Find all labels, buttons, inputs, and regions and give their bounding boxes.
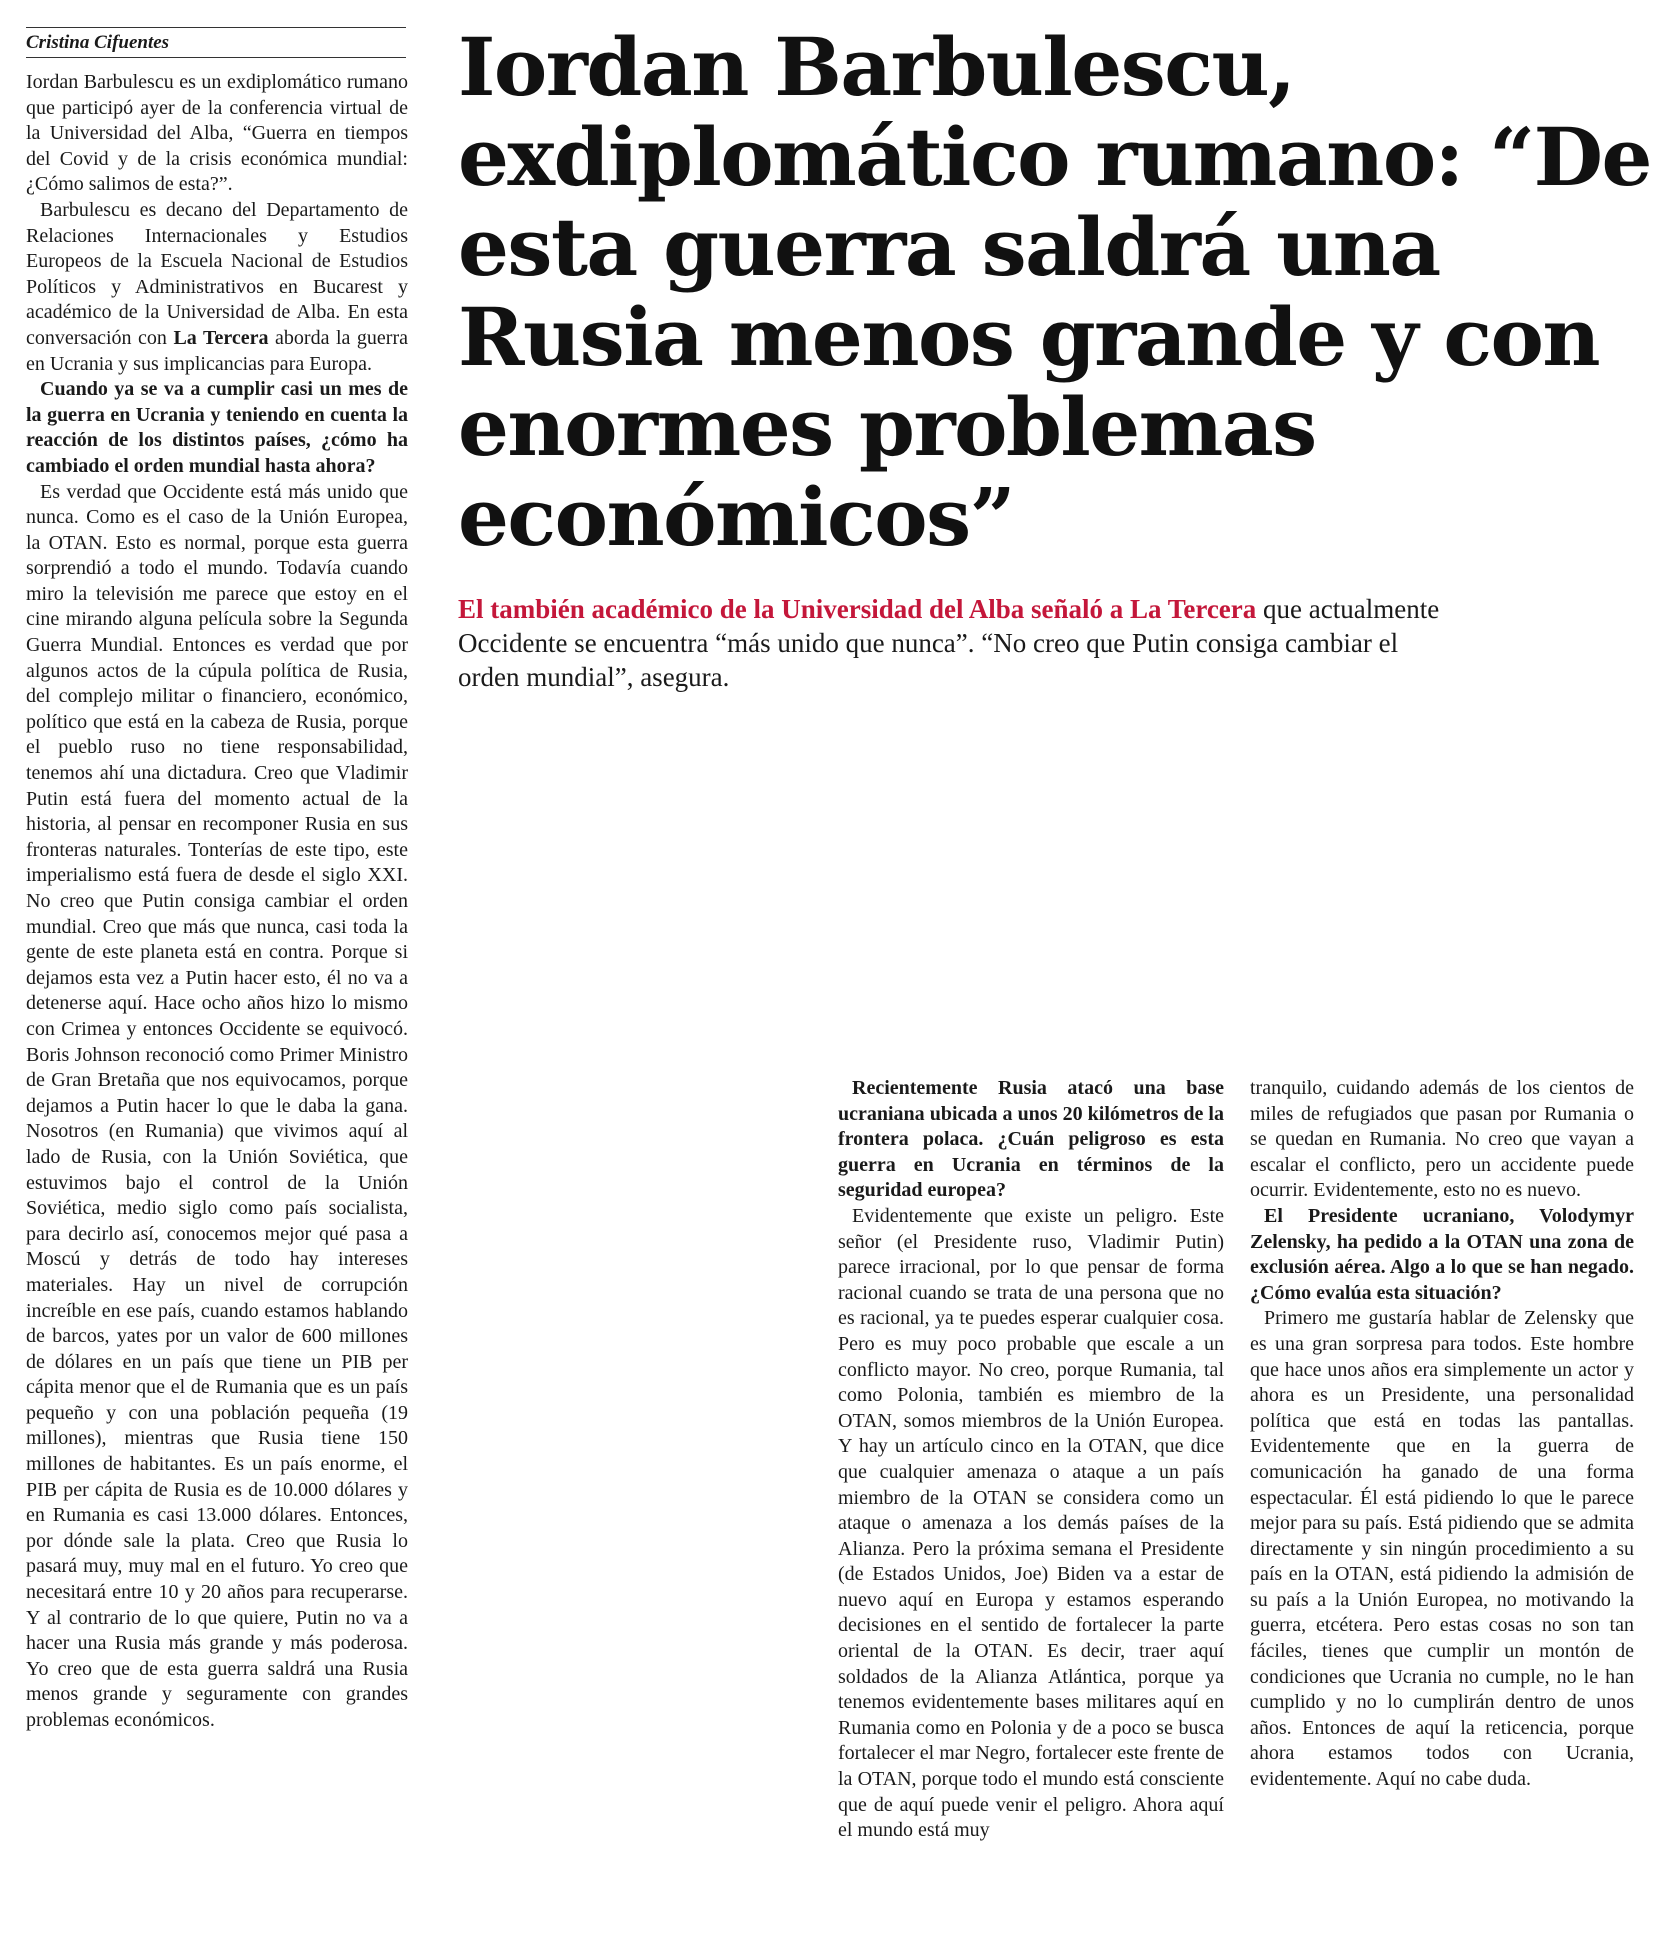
- deck: [458, 592, 1458, 694]
- answer-1: Es verdad que Occidente está más unido que nunca. Como es el caso de la Unión Europea, la OTAN. Esto es normal, porque esta guerra sorprendió a todo el mundo. Todavía cuando miro la televisión me parece que estoy en el cine mirando alguna película sobre la Segunda Guerra Mundial. Entonces es verdad que por algunos actos de la cúpula política de Rusia, del complejo militar o financiero, económico, político que está en la cabeza de Rusia, porque el pueblo ruso no tiene responsabilidad, tenemos ahí una dictadura. Creo que Vladimir Putin está fuera del momento actual de la historia, al pensar en recomponer Rusia en sus fronteras naturales. Tonterías de este tipo, este imperialismo está fuera de desde el siglo XXI. No creo que Putin consiga cambiar el orden mundial. Creo que más que nunca, casi toda la gente de este planeta está en contra. Porque si dejamos esta vez a Putin hacer esto, él no va a detenerse aquí. Hace ocho años hizo lo mismo con Crimea y entonces Occidente se equivocó. Boris Johnson reconoció como Primer Ministro de Gran Bretaña que nos equivocamos, porque dejamos a Putin hacer lo que le daba la gana. Nosotros (en Rumania) que vivimos aquí al lado de Rusia, con la Unión Soviética, que estuvimos bajo el control de la Unión Soviética, medio siglo como país socialista, para decirlo así, conocemos mejor qué pasa a Moscú y detrás de todo hay intereses materiales. Hay un nivel de corrupción increíble en ese país, cuando estamos hablando de barcos, yates por un valor de 600 millones de dólares en un país que tiene un PIB per cápita menor que el de Rumania que es un país pequeño y con una población pequeña (19 millones), mientras que Rusia tiene 150 millones de habitantes. Es un país enorme, el PIB per cápita de Rusia es de 10.000 dólares y en Rumania es casi 13.000 dólares. Entonces, por dónde sale la plata. Creo que Rusia lo pasará muy, muy mal en el futuro. Yo creo que necesitará entre 10 y 20 años para recuperarse. Y al contrario de lo que quiere, Putin no va a hacer una Rusia más grande y más poderosa. Yo creo que de esta guerra saldrá una Rusia menos grande y seguramente con grandes problemas económicos.: [26, 480, 408, 1731]
- bio-text-end: aborda la guerra en Ucrania y sus implicancias para Europa.: [26, 326, 409, 375]
- headline: Iordan Barbulescu, exdiplomático rumano: “De esta guerra saldrá una Rusia menos grande y con enormes problemas económicos”: [458, 20, 1651, 564]
- answer-2: Evidentemente que existe un peligro. Este señor (el Presidente ruso, Vladimir Putin) parece irracional, por lo que pensar de forma racional cuando se trata de una persona que no es racional, ya te puedes esperar cualquier cosa. Pero es muy poco probable que escale a un conflicto mayor. No creo, porque Rumania, tal como Polonia, también es miembro de la OTAN, somos miembros de la Unión Europea. Y hay un artículo cinco en la OTAN, que dice que cualquier amenaza o ataque a un país miembro de la OTAN se considera como un ataque o amenaza a los demás países de la Alianza. Pero la próxima semana el Presidente (de Estados Unidos, Joe) Biden va a estar de nuevo aquí en Europa y estamos esperando decisiones en el sentido de fortalecer la parte oriental de la OTAN. Es decir, traer aquí soldados de la Alianza Atlántica, porque ya tenemos evidentemente bases militares aquí en Rumania como en Polonia y de a poco se busca fortalecer el mar Negro, fortalecer este frente de la OTAN, porque todo el mundo está consciente que de aquí puede venir el peligro. Ahora aquí el mundo está muy: [838, 1204, 1224, 1842]
- question-2: Recientemente Rusia atacó una base ucraniana ubicada a unos 20 kilómetros de la frontera polaca. ¿Cuán peligroso es esta guerra en Ucrania en términos de la seguridad europea?: [838, 1077, 1224, 1202]
- deck-highlight: El también académico de la Universidad del Alba señaló a La Tercera: [458, 594, 1257, 624]
- intro-paragraph: Iordan Barbulescu es un exdiplomático rumano que participó ayer de la conferencia virtual de la Universidad del Alba, “Guerra en tiempos del Covid y de la crisis económica mundial: ¿Cómo salimos de esta?”.: [26, 71, 408, 196]
- bio-text-start: Barbulescu es decano del Departamento de Relaciones Internacionales y Estudios Europeos de la Escuela Nacional de Estudios Políticos y Administrativos en Bucarest y académico de la Universidad de Alba. En esta conversación con: [26, 198, 408, 349]
- answer-2-continued: tranquilo, cuidando además de los cientos de miles de refugiados que pasan por Rumania o se quedan en Rumania. No creo que vayan a escalar el conflicto, pero un accidente puede ocurrir. Evidentemente, esto no es nuevo.: [1250, 1077, 1634, 1202]
- question-3: El Presidente ucraniano, Volodymyr Zelensky, ha pedido a la OTAN una zona de exclusión aérea. Algo a lo que se han negado. ¿Cómo evalúa esta situación?: [1250, 1204, 1634, 1304]
- article-column-1: [26, 70, 408, 1734]
- article-column-2: [838, 1076, 1224, 1844]
- bio-paragraph: [26, 198, 408, 377]
- deck-text: que actualmente Occidente se encuentra “más unido que nunca”. “No creo que Putin consiga cambiar el orden mundial”, asegura.: [458, 594, 1440, 692]
- publication-name: La Tercera: [173, 326, 269, 349]
- article-column-3: [1250, 1076, 1634, 1793]
- answer-3: Primero me gustaría hablar de Zelensky que es una gran sorpresa para todos. Este hombre que hace unos años era simplemente un actor y ahora es un Presidente, una personalidad política que está en todas las pantallas. Evidentemente que en la guerra de comunicación ha ganado de una forma espectacular. Él está pidiendo lo que le parece mejor para su país. Está pidiendo que se admita directamente y sin ningún procedimiento a su país en la OTAN, está pidiendo la admisión de su país a la Unión Europea, no motivando la guerra, etcétera. Pero estas cosas no son tan fáciles, tienes que cumplir un montón de condiciones que Ucrania no cumple, no le han cumplido y no lo cumplirán dentro de unos años. Entonces de aquí la reticencia, porque ahora estamos todos con Ucrania, evidentemente. Aquí no cabe duda.: [1250, 1307, 1634, 1791]
- author-byline: Cristina Cifuentes: [26, 27, 406, 58]
- question-1: Cuando ya se va a cumplir casi un mes de la guerra en Ucrania y teniendo en cuenta la reacción de los distintos países, ¿cómo ha cambiado el orden mundial hasta ahora?: [26, 378, 408, 477]
